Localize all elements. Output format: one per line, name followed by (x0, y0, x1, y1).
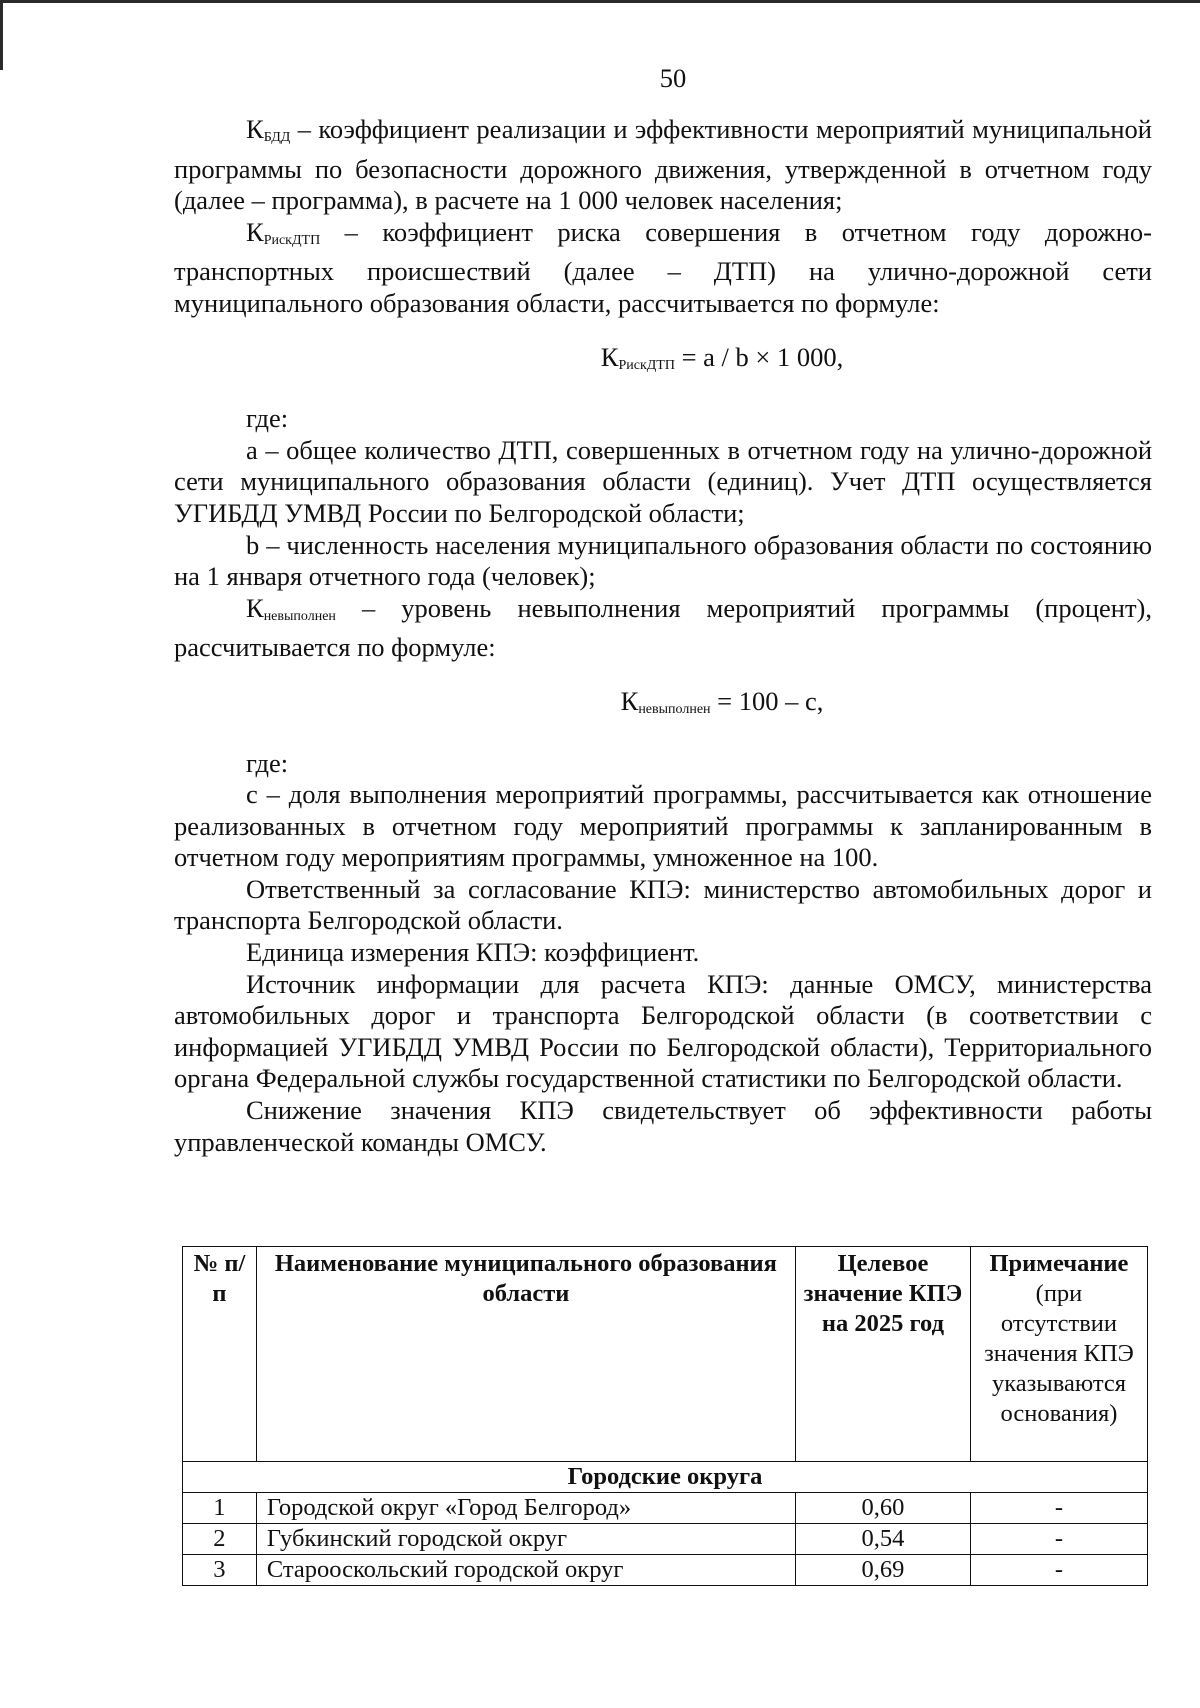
document-page (174, 58, 1152, 1158)
formula-nevyp-symbol: К (620, 685, 639, 716)
page-number: 50 (659, 63, 687, 93)
table-row (183, 1524, 1148, 1555)
scan-border-top (0, 0, 1200, 3)
k-bdd-symbol: К (246, 114, 264, 144)
k-nevyp-subscript: невыполнен (263, 608, 336, 624)
variable-c-definition: c – доля выполнения мероприятий программы, рассчитывается как отношение реализованных в отчетном году мероприятий программы к запланированным в отчетном году мероприятиям программы, умноженное на 100. (174, 779, 1152, 873)
variable-a-definition: a – общее количество ДТП, совершенных в отчетном году на улично-дорожной сети муниципального образования области (единиц). Учет ДТП осуществляется УГИБДД УМВД России по Белгородской области; (174, 434, 1152, 528)
row-name: Губкинский городской округ (256, 1524, 795, 1555)
formula-nevyp-subscript: невыполнен (638, 701, 711, 717)
formula-risk-expression: = a / b × 1 000, (674, 341, 844, 372)
header-note (970, 1247, 1147, 1462)
variable-b-definition: b – численность населения муниципального образования области по состоянию на 1 января отчетного года (человек); (174, 529, 1152, 592)
k-risk-symbol: К (246, 216, 264, 247)
where-label-1: где: (246, 403, 289, 434)
formula-risk-subscript: РискДТП (618, 357, 675, 373)
row-note: - (970, 1555, 1147, 1586)
k-risk-text: – коэффициент риска совершения в отчетном году дорожно-транспортных происшествий (далее – ДТП) на улично-дорожной сети муниципального образования области, рассчитывается по формуле: (174, 216, 1152, 318)
table-row (183, 1555, 1148, 1586)
k-bdd-text: – коэффициент реализации и эффективности мероприятий муниципальной программы по безопасности дорожного движения, утвержденной в отчетном году (далее – программа), в расчете на 1 000 человек населения; (174, 114, 1152, 216)
responsible-paragraph: Ответственный за согласование КПЭ: министерство автомобильных дорог и транспорта Белгородской области. (174, 873, 1152, 936)
row-name: Городской округ «Город Белгород» (256, 1493, 795, 1524)
table-header-row (183, 1247, 1148, 1462)
row-target: 0,60 (795, 1493, 970, 1524)
row-number: 2 (183, 1524, 257, 1555)
k-bdd-subscript: БДД (263, 130, 291, 145)
row-note: - (970, 1524, 1147, 1555)
row-number: 3 (183, 1555, 257, 1586)
k-nevyp-definition (174, 593, 1152, 664)
section-row (183, 1462, 1148, 1493)
header-number: № п/п (183, 1247, 257, 1462)
formula-nevyp (292, 686, 1152, 726)
k-nevyp-text: – уровень невыполнения мероприятий программы (процент), рассчитывается по формуле: (174, 592, 1152, 663)
k-risk-definition (174, 217, 1152, 320)
kpe-table (182, 1246, 1148, 1586)
row-note: - (970, 1493, 1147, 1524)
where-label-2: где: (246, 747, 289, 778)
formula-nevyp-expression: = 100 – c, (710, 685, 824, 716)
section-title: Городские округа (183, 1462, 1148, 1493)
conclusion-paragraph: Снижение значения КПЭ свидетельствует об эффективности работы управленческой команды ОМСУ. (174, 1095, 1152, 1157)
header-name: Наименование муниципального образования области (256, 1247, 795, 1462)
row-number: 1 (183, 1493, 257, 1524)
source-paragraph: Источник информации для расчета КПЭ: данные ОМСУ, министерства автомобильных дорог и транспорта Белгородской области (в соответствии с информацией УГИБДД УМВД России по Белгородской области), Территориального органа Федеральной службы государственной статистики по Белгородской области. (174, 968, 1152, 1094)
row-target: 0,69 (795, 1555, 970, 1586)
k-bdd-definition (174, 114, 1152, 217)
header-target: Целевое значение КПЭ на 2025 год (795, 1247, 970, 1462)
row-name: Старооскольский городской округ (256, 1555, 795, 1586)
formula-risk-symbol: К (600, 341, 619, 372)
k-risk-subscript: РискДТП (263, 232, 321, 248)
formula-risk (292, 342, 1152, 382)
k-nevyp-symbol: К (246, 592, 264, 623)
header-note-title: Примечание (989, 1250, 1129, 1277)
unit-paragraph: Единица измерения КПЭ: коэффициент. (246, 937, 700, 968)
table-row (183, 1493, 1148, 1524)
row-target: 0,54 (795, 1524, 970, 1555)
header-note-subtitle: (при отсутствии значения КПЭ указываются основания) (984, 1280, 1134, 1427)
scan-border-left (0, 0, 3, 70)
